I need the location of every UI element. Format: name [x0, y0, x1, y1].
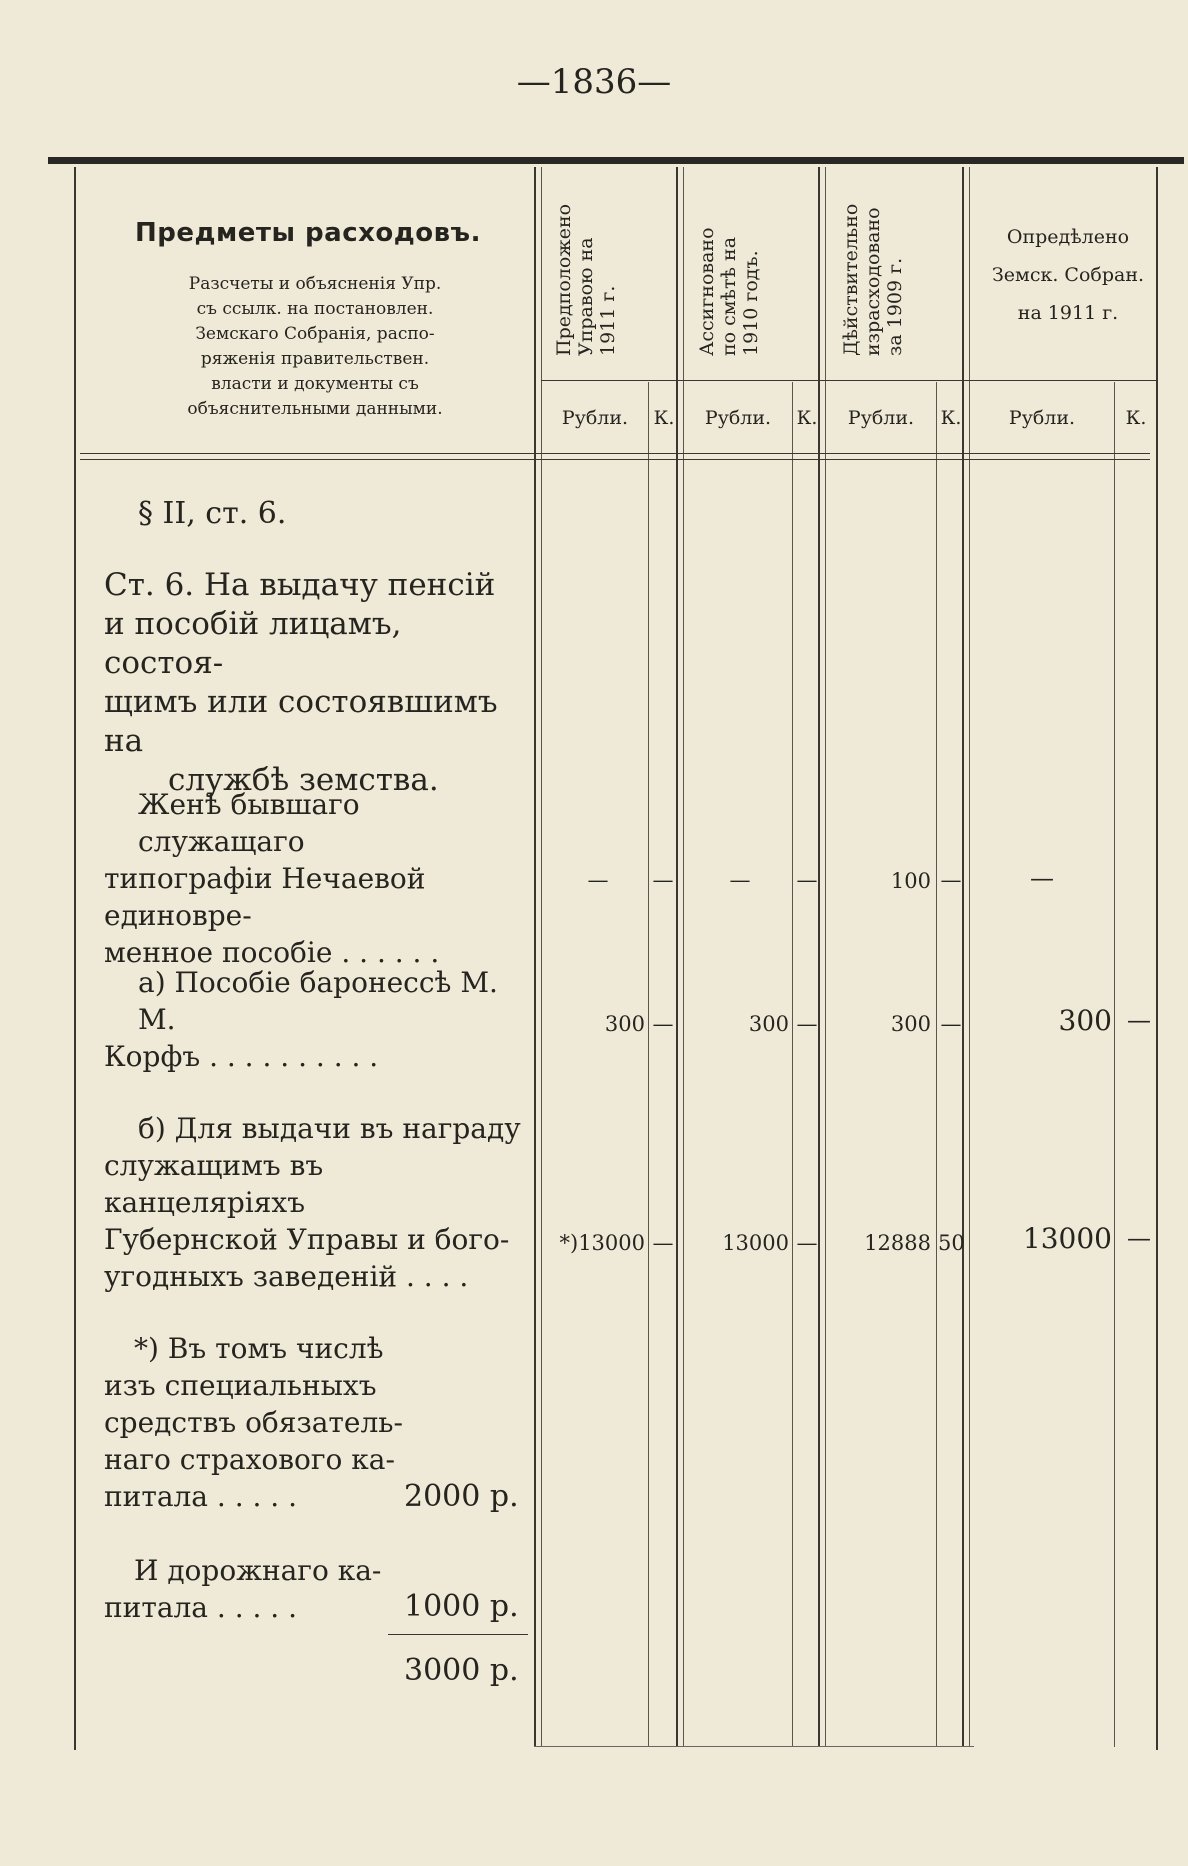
header-proposed-line: Управою на — [575, 237, 597, 356]
item-line: служащимъ въ канцеляріяхъ — [104, 1149, 324, 1219]
item-3-proposed-k: — — [652, 1231, 674, 1255]
table-left-border — [74, 167, 76, 1750]
item-line: менное пособіе . . . . . . — [104, 936, 440, 969]
header-bottom-rule — [80, 453, 1150, 460]
col-sep-3b — [825, 167, 826, 1747]
header-proposed-line: 1911 г. — [597, 285, 619, 356]
item-line: Корфъ . . . . . . . . . . — [104, 1040, 379, 1073]
item-2-proposed-k: — — [652, 1012, 674, 1036]
unit-rub: Рубли. — [704, 407, 772, 429]
item-line: Женѣ бывшаго служащаго — [138, 788, 360, 858]
table-bottom-rule — [534, 1746, 974, 1747]
item-2-final: 300 — [1058, 1004, 1112, 1037]
header-assigned-line: 1910 годъ. — [740, 250, 762, 356]
unit-kop: К. — [940, 407, 962, 429]
footnote-total: 3000 р. — [404, 1653, 519, 1688]
unit-rub: Рубли. — [847, 407, 915, 429]
item-1-text — [104, 786, 529, 971]
footnote-amount-1: 2000 р. — [404, 1479, 519, 1514]
article-line: Ст. 6. На выдачу пенсій — [104, 567, 496, 603]
item-2-proposed: 300 — [604, 1012, 645, 1036]
subtitle-line: Земскаго Собранія, распо- — [195, 324, 435, 344]
item-line: угодныхъ заведеній . . . . — [104, 1260, 469, 1293]
footnote-road-line: И дорожнаго ка- — [134, 1554, 382, 1587]
item-3-final-k: — — [1127, 1224, 1151, 1252]
item-1-final: — — [1030, 864, 1054, 892]
kop-sep-3 — [936, 382, 937, 1747]
footnote-line: наго страхового ка- — [104, 1443, 395, 1476]
kop-sep-4 — [1114, 382, 1115, 1747]
header-assigned-line: по смѣтѣ на — [718, 236, 740, 356]
item-3-actual: 12888 — [864, 1231, 931, 1255]
header-actual — [840, 186, 906, 356]
footnote-road-line: питала . . . . . — [104, 1591, 297, 1624]
item-2-actual: 300 — [890, 1012, 931, 1036]
header-actual-line: Дѣйствительно — [840, 203, 862, 356]
column-subtitle — [150, 272, 480, 422]
item-1-actual-k: — — [940, 868, 962, 892]
article-text — [104, 566, 524, 800]
page-number: —1836— — [516, 62, 672, 102]
item-3-assigned: 13000 — [722, 1231, 789, 1255]
column-title: Предметы расходовъ. — [135, 218, 481, 248]
subtitle-line: Разсчеты и объясненія Упр. — [188, 274, 442, 294]
col-sep-4b — [969, 167, 970, 1747]
subtitle-line: съ ссылк. на постановлен. — [196, 299, 434, 319]
col-sep-1b — [541, 167, 542, 1747]
units-rule — [541, 380, 1156, 381]
header-proposed — [553, 186, 619, 356]
kop-sep-1 — [648, 382, 649, 1747]
footnote-line: изъ специальныхъ — [104, 1369, 377, 1402]
col-sep-2a — [676, 167, 678, 1747]
item-2-actual-k: — — [940, 1012, 962, 1036]
col-sep-1a — [534, 167, 536, 1747]
item-1-proposed-k: — — [652, 868, 674, 892]
section-heading: § II, ст. 6. — [138, 496, 287, 531]
article-line: службѣ земства. — [168, 762, 439, 798]
header-final — [968, 218, 1168, 332]
footnote-line: питала . . . . . — [104, 1480, 297, 1513]
footnote-sum-rule — [388, 1634, 528, 1635]
item-1-actual: 100 — [890, 869, 931, 893]
unit-rub: Рубли. — [1008, 407, 1076, 429]
header-assigned — [696, 186, 762, 356]
subtitle-line: объяснительными данными. — [187, 399, 443, 419]
unit-kop: К. — [653, 407, 675, 429]
col-sep-3a — [818, 167, 820, 1747]
item-1-assigned-k: — — [796, 868, 818, 892]
item-2-assigned: 300 — [748, 1012, 789, 1036]
item-3-assigned-k: — — [796, 1231, 818, 1255]
header-final-line: Земск. Собран. — [991, 264, 1145, 286]
col-sep-4a — [962, 167, 964, 1747]
item-3-proposed: *)13000 — [559, 1231, 645, 1255]
header-final-line: Опредѣлено — [1006, 226, 1130, 248]
item-1-proposed: — — [587, 868, 609, 892]
subtitle-line: власти и документы съ — [211, 374, 419, 394]
kop-sep-2 — [792, 382, 793, 1747]
header-final-line: на 1911 г. — [1017, 302, 1119, 324]
header-actual-line: за 1909 г. — [884, 257, 906, 356]
footnote-line: средствъ обязатель- — [104, 1406, 403, 1439]
header-actual-line: израсходовано — [862, 207, 884, 356]
footnote-line: *) Въ томъ числѣ — [134, 1332, 384, 1365]
unit-kop: К. — [1125, 407, 1147, 429]
col-sep-2b — [683, 167, 684, 1747]
item-3-actual-k: 50 — [938, 1231, 965, 1255]
article-line: и пособій лицамъ, состоя- — [104, 606, 402, 681]
table-right-border — [1156, 167, 1158, 1750]
item-3-text — [104, 1110, 529, 1295]
item-line: Губернской Управы и бого- — [104, 1223, 510, 1256]
item-2-final-k: — — [1127, 1006, 1151, 1034]
item-2-assigned-k: — — [796, 1012, 818, 1036]
header-proposed-line: Предположено — [553, 203, 575, 356]
item-3-final: 13000 — [1022, 1222, 1112, 1255]
item-1-assigned: — — [729, 868, 751, 892]
unit-kop: К. — [796, 407, 818, 429]
subtitle-line: ряженія правительствен. — [200, 349, 430, 369]
item-line: типографіи Нечаевой единовре- — [104, 862, 426, 932]
top-rule — [48, 157, 1184, 164]
article-line: щимъ или состоявшимъ на — [104, 684, 498, 759]
item-2-text — [104, 964, 529, 1075]
item-line: а) Пособіе баронессѣ М. М. — [138, 966, 498, 1036]
footnote — [104, 1330, 404, 1478]
item-line: б) Для выдачи въ награду — [138, 1112, 521, 1145]
unit-rub: Рубли. — [561, 407, 629, 429]
header-assigned-line: Ассигновано — [696, 227, 718, 356]
footnote-amount-2: 1000 р. — [404, 1589, 519, 1624]
